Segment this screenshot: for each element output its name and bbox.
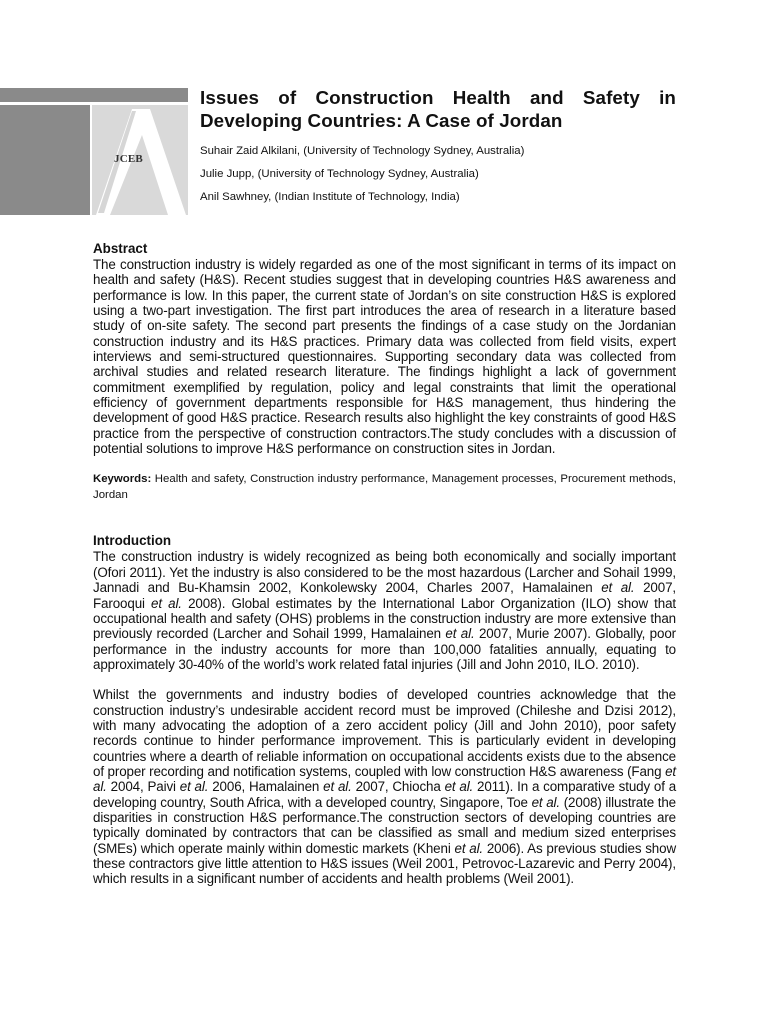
logo-label: JCEB bbox=[114, 153, 143, 165]
abstract-heading: Abstract bbox=[93, 241, 148, 256]
introduction-paragraph-2 bbox=[93, 687, 676, 886]
logo-bar bbox=[0, 88, 188, 102]
keywords-text: Health and safety, Construction industry performance, Management processes, Procurement methods, Jordan bbox=[93, 473, 676, 501]
paper-body bbox=[93, 240, 676, 887]
italic-run: et al. bbox=[454, 840, 484, 856]
paper-title: Issues of Construction Health and Safety in Developing Countries: A Case of Jordan bbox=[200, 87, 676, 131]
abstract-text: The construction industry is widely regarded as one of the most significant in terms of its impact on health and safety (H&S). Recent studies suggest that in developing countries H&S awareness and performance is low. In this paper, the current state of Jordan’s on site construction H&S is explored using a two-part investigation. The first part introduces the area of research in a literature based study of on-site safety. The second part presents the findings of a case study on the Jordanian construction industry and its H&S practices. Primary data was collected from field visits, expert interviews and semi-structured questionnaires. Supporting secondary data was collected from archival studies and related research literature. The findings highlight a lack of government commitment exemplified by regulation, policy and legal constraints that limit the operational efficiency of government departments responsible for H&S management, thus hindering the development of good H&S practice. Research results also highlight the key constraints of good H&S practice from the perspective of construction contractors.The study concludes with a discussion of potential solutions to improve H&S performance on construction sites in Jordan. bbox=[93, 257, 676, 457]
text-run: The construction industry is widely recognized as being both economically and socially important (Ofori 2011). Yet the industry is also considered to be the most hazardous (Larcher and Sohail 1999, Jannadi and Bu-Khamsin 2002, Konkolewsky 2004, Charles 2007, Hamalainen bbox=[93, 549, 676, 596]
text-run: 2011). In a comparative study of a developing country, South Africa, with a developed country, Singapore, Toe bbox=[93, 779, 677, 810]
italic-run: et al. bbox=[93, 763, 676, 795]
italic-run: et al. bbox=[601, 580, 635, 596]
text-run: 2008). Global estimates by the International Labor Organization (ILO) show that occupational health and safety (OHS) problems in the construction industry are more extensive than previously recorded (Larcher and Sohail 1999, Hamalainen bbox=[93, 595, 677, 642]
keywords bbox=[93, 472, 676, 503]
text-run: (2008) illustrate the disparities in construction H&S performance.The construction sectors of developing countries are typically dominated by contractors that can be classified as small and medium sized enterprises (SMEs) which operate mainly within domestic markets (Kheni bbox=[93, 794, 676, 856]
text-run: Whilst the governments and industry bodies of developed countries acknowledge that the construction industry’s undesirable accident record must be improved (Chileshe and Dzisi 2012), with many advocating the adoption of a zero accident policy (Jill and John 2010), poor safety records continue to hinder performance improvement. This is particularly evident in developing countries where a dearth of reliable information on occupational accidents exists due to the absence of proper recording and notification systems, coupled with low construction H&S awareness (Fang bbox=[93, 687, 676, 779]
journal-logo bbox=[0, 88, 190, 215]
author-line: Suhair Zaid Alkilani, (University of Technology Sydney, Australia) bbox=[200, 145, 525, 157]
keywords-label: Keywords: bbox=[93, 473, 152, 486]
text-run: 2007, Chiocha bbox=[351, 779, 445, 795]
text-run: 2004, Paivi bbox=[106, 779, 180, 795]
italic-run: et al. bbox=[531, 794, 560, 810]
italic-run: et al. bbox=[445, 626, 475, 642]
author-line: Julie Jupp, (University of Technology Sydney, Australia) bbox=[200, 168, 479, 180]
text-run: 2006). As previous studies show these contractors give little attention to H&S issues (Weil 2001, Petrovoc-Lazarevic and Perry 2004), which results in a significant number of accidents and health problems (Weil 2001). bbox=[93, 840, 677, 887]
italic-run: et al. bbox=[323, 779, 352, 795]
text-run: 2007, Murie 2007). Globally, poor performance in the industry accounts for more than 100,000 fatalities annually, equating to approximately 30-40% of the world’s work related fatal injuries (Jill and John 2010, ILO. 2010). bbox=[93, 626, 676, 672]
text-run: 2007, Farooqui bbox=[93, 580, 676, 611]
introduction-paragraph-1 bbox=[93, 549, 676, 672]
italic-run: et al. bbox=[179, 779, 209, 795]
italic-run: et al. bbox=[151, 595, 182, 611]
italic-run: et al. bbox=[444, 779, 474, 795]
text-run: 2006, Hamalainen bbox=[208, 779, 324, 795]
introduction-heading: Introduction bbox=[93, 533, 172, 549]
author-line: Anil Sawhney, (Indian Institute of Technology, India) bbox=[200, 191, 460, 203]
author-list bbox=[200, 145, 676, 204]
logo-tile-left bbox=[0, 105, 90, 215]
paper-header bbox=[200, 86, 676, 204]
